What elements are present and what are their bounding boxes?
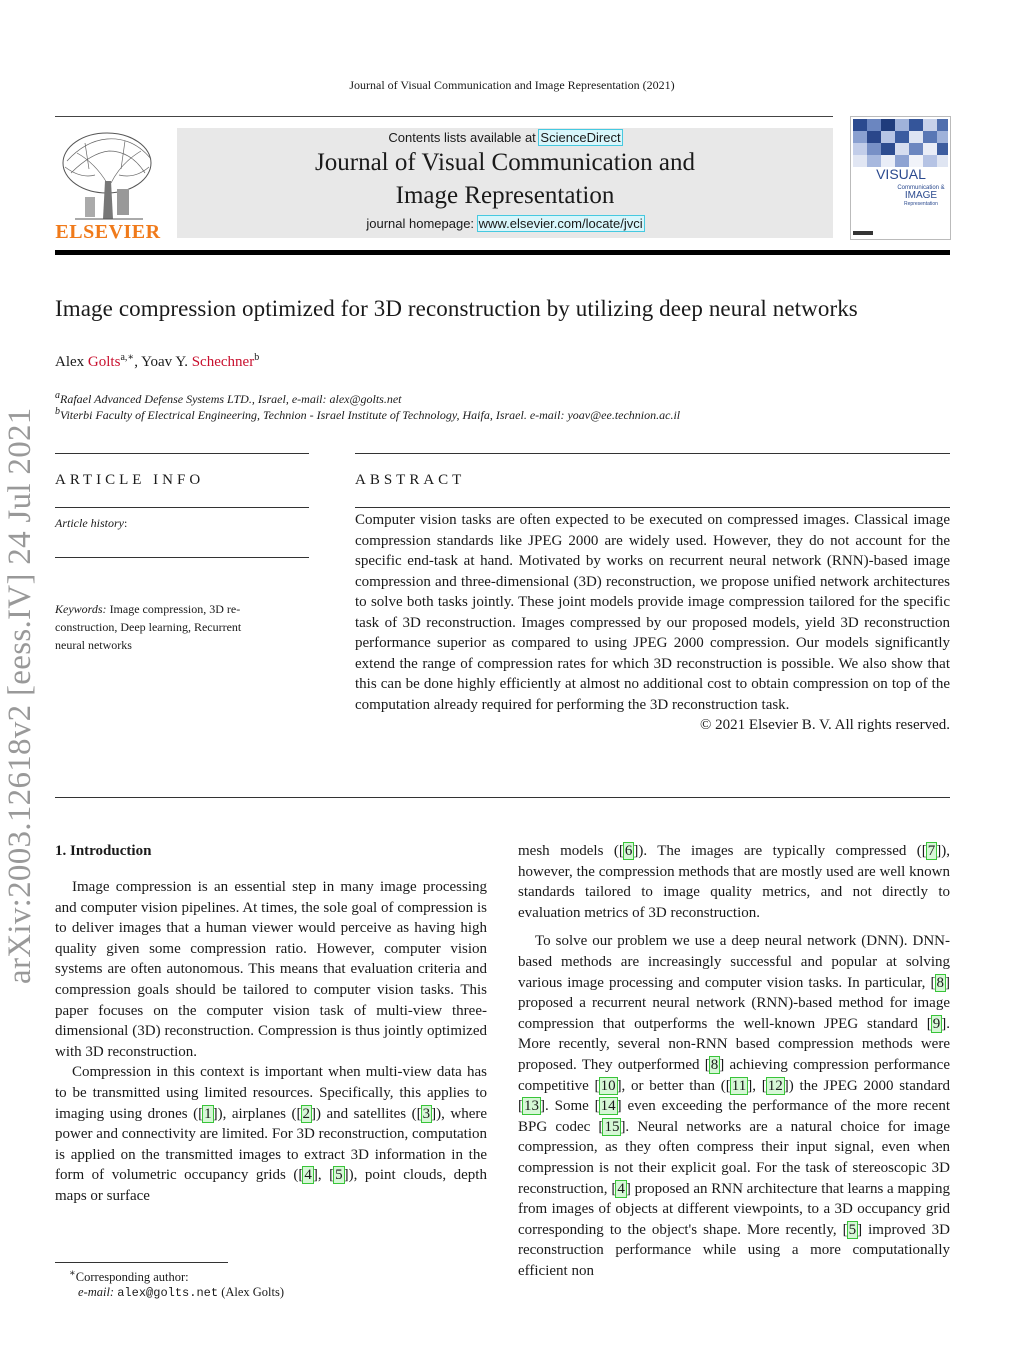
journal-reference: Journal of Visual Communication and Image Representation (2021) (349, 78, 675, 92)
intro-heading: 1. Introduction (55, 843, 152, 859)
authors-line (55, 352, 259, 371)
citation-link[interactable]: 8 (710, 1056, 719, 1073)
cover-title: VISUAL (876, 166, 926, 182)
p2-text-f: ]), point clouds, depth maps or surface (55, 1167, 487, 1204)
citation-link[interactable]: 1 (204, 1105, 212, 1122)
history-label: Article history (55, 516, 124, 530)
citation-link[interactable]: 6 (624, 843, 633, 859)
article-info-heading: ARTICLE INFO (55, 472, 205, 488)
homepage-line (177, 216, 833, 231)
r1-text-a: mesh models ([ (518, 843, 624, 859)
homepage-link[interactable]: www.elsevier.com/locate/jvci (478, 216, 643, 231)
article-history (55, 514, 127, 532)
citation-link[interactable]: 8 (936, 974, 944, 991)
keywords-label: Keywords: (55, 602, 107, 616)
affiliation-b (55, 406, 680, 423)
r2-text-h: ]. Some [ (540, 1098, 600, 1115)
citation-link[interactable]: 4 (304, 1167, 312, 1184)
abstract-top-rule (355, 453, 950, 454)
author1-sup: a,∗ (120, 352, 135, 363)
footnote-email (78, 1285, 284, 1300)
r2-text-f: ], [ (747, 1077, 767, 1094)
journal-banner (177, 128, 833, 238)
r2-text-e: ], or better than ([ (616, 1077, 731, 1094)
abstract-text: Computer vision tasks are often expected to be executed on compressed images. Classical image compression standards like JPEG 2000 are widely used. However, they do not account for the specific end-task at hand. Motivated by works on recurrent neural network (RNN)-based image compression and three-dimensional (3D) reconstruction, we propose unified network architectures to solve both tasks jointly. These joint models provide image compression tailored for the specific task of 3D reconstruction. Images compressed by our proposed models, yield 3D reconstruction performance superior as compared to using JPEG 2000 compression. Our models significantly extend the range of compression rates for which 3D reconstruction is possible. We also show that this can be done highly efficiently at almost no additional cost to obtain compression on top of the computation already required for performing the 3D reconstruction task. (355, 512, 950, 713)
r2-text-c: ]. More recently, several non-RNN based compression methods were proposed. They outperformed [ (518, 1015, 950, 1073)
cover-subtitle-1: Communication & (897, 185, 945, 191)
keywords-text-1: Image compression, 3D re- (106, 602, 241, 616)
intro-paragraph-2 (55, 1062, 487, 1206)
info-mid-rule (55, 507, 309, 508)
r2-text-a: To solve our problem we use a deep neural network (DNN). DNN-based methods are increasingly successful and popular at solving various image processing and computer vision tasks. In particular, [ (518, 933, 950, 991)
r2-text-k: ] proposed an RNN architecture that learns a mapping from images of objects at different viewpoints, to a 3D occupancy grid corresponding to the object's shape. More recently, [ (518, 1180, 950, 1238)
footnote-author (55, 1268, 189, 1285)
keywords-text-3: neural networks (55, 638, 132, 652)
r2-text-l: ] improved 3D reconstruction performance while using a more computationally efficient non (518, 1221, 950, 1279)
right-column (518, 841, 950, 1281)
intro-paragraph-1: Image compression is an essential step in many image processing and computer vision pipelines. At times, the sole goal of compression is to deliver images that a human viewer would perceive as having high quality given some compression ratio. However, computer vision systems are often autonomous. This means that evaluation criteria and compression goals should be tailored to computer vision tasks. This paper focuses on the computer vision task of multi-view three-dimensional (3D) reconstruction. Compression is thus jointly optimized with 3D reconstruction. (55, 879, 487, 1060)
abstract-heading: ABSTRACT (355, 472, 466, 488)
abstract-bottom-rule (55, 797, 950, 798)
r1-text-b: ]). The images are typically compressed ([ (633, 843, 927, 859)
journal-title-line2: Image Representation (395, 182, 615, 209)
affiliation-a (55, 390, 402, 407)
footnote-email-link[interactable]: alex@golts.net (117, 1286, 219, 1300)
cover-mosaic-icon (851, 117, 950, 239)
r2-text-i: ] even exceeding the performance of the more recent BPG codec [ (518, 1098, 950, 1135)
abstract-mid-rule (355, 507, 950, 508)
cover-subtitle-3: Representation (904, 201, 938, 207)
history-colon: : (124, 516, 128, 530)
info-lower-rule (55, 557, 309, 558)
citation-link[interactable]: 15 (604, 1118, 620, 1135)
footnote-name: (Alex Golts) (218, 1285, 285, 1299)
p2-text-a: Compression in this context is important when multi-view data has to be transmitted using limited resources. Specifically, this applies to imaging using drones ([ (55, 1064, 487, 1122)
p2-text-b: ]), airplanes ([ (212, 1105, 302, 1122)
author1-first: Alex (55, 354, 88, 370)
citation-link[interactable]: 5 (848, 1221, 857, 1238)
journal-title-line1: Journal of Visual Communication and (315, 149, 695, 176)
citation-link[interactable]: 2 (302, 1105, 311, 1122)
homepage-prefix: journal homepage: (366, 216, 478, 231)
keywords-text-2: construction, Deep learning, Recurrent (55, 620, 242, 634)
r2-text-b: ] proposed a recurrent neural network (RNN)-based method for image compression that outperforms the well-known JPEG standard [ (518, 974, 950, 1032)
p2-text-c: ]) and satellites ([ (311, 1105, 422, 1122)
publisher-name: ELSEVIER (55, 221, 161, 243)
citation-link[interactable]: 7 (927, 843, 936, 859)
affil-a-text: Rafael Advanced Defense Systems LTD., Israel, e-mail: alex@golts.net (60, 392, 402, 406)
intro-paragraph-3 (518, 931, 950, 1281)
header-rule (55, 116, 833, 117)
cover-subtitle-2: IMAGE (904, 190, 938, 201)
journal-cover (850, 116, 951, 240)
affil-b-text: Viterbi Faculty of Electrical Engineering, Technion - Israel Institute of Technology, Haifa, Israel. e-mail: yoav@ee.technion.ac.il (60, 408, 681, 422)
affil-a-sup: a (55, 390, 60, 401)
author2-link[interactable]: Schechner (191, 354, 255, 370)
p2-text-d: ]), where power and connectivity are limited. For 3D reconstruction, computation is applied on the transmitted images to extract 3D information in the form of volumetric occupancy grids ([ (55, 1105, 488, 1184)
footnote-rule (55, 1262, 228, 1263)
copyright-notice: © 2021 Elsevier B. V. All rights reserved. (700, 717, 950, 733)
arxiv-stamp: arXiv:2003.12618v2 [eess.IV] 24 Jul 2021 (2, 407, 38, 984)
left-column (55, 877, 487, 1207)
footnote-mark: ∗ (69, 1268, 76, 1279)
elsevier-logo (55, 123, 161, 241)
contents-line (177, 130, 833, 145)
author2-sup: b (254, 352, 260, 363)
citation-link[interactable]: 11 (731, 1077, 747, 1094)
author-separator: , Yoav Y. (134, 354, 192, 370)
citation-link[interactable]: 5 (335, 1167, 343, 1184)
citation-link[interactable]: 14 (600, 1098, 616, 1115)
keywords (55, 600, 281, 654)
citation-link[interactable]: 9 (932, 1015, 941, 1032)
citation-link[interactable]: 13 (524, 1098, 539, 1115)
paper-title: Image compression optimized for 3D reconstruction by utilizing deep neural networks (55, 296, 858, 321)
footnote-label: Corresponding author: (75, 1270, 189, 1285)
abstract-body (355, 510, 950, 736)
keywords-line-1 (55, 600, 281, 618)
intro-paragraph-2-cont (518, 841, 950, 923)
contents-prefix: Contents lists available at (388, 130, 540, 145)
r2-text-d: ] achieving compression performance competitive [ (518, 1056, 950, 1094)
citation-link[interactable]: 10 (600, 1077, 616, 1094)
r1-text-c: ]), however, the compression methods that are mostly used are well known standards tailored to image quality metrics, and not directly to evaluation metrics of 3D reconstruction. (518, 843, 951, 921)
info-top-rule (55, 453, 309, 454)
header-thick-rule (55, 250, 950, 255)
citation-link[interactable]: 4 (617, 1180, 625, 1197)
citation-link[interactable]: 12 (767, 1077, 783, 1094)
citation-link[interactable]: 3 (422, 1105, 431, 1122)
sciencedirect-link[interactable]: ScienceDirect (540, 130, 621, 145)
affil-b-sup: b (55, 406, 60, 417)
p2-text-e: ], [ (312, 1167, 335, 1184)
r2-text-g: ]) the JPEG 2000 standard [ (518, 1077, 951, 1115)
footnote-email-label: e-mail: (78, 1285, 118, 1299)
r2-text-j: ]. Neural networks are a natural choice for image compression, as they often compress their input signal, even when compression is not their explicit goal. For the task of stereoscopic 3D reconstruction, [ (518, 1118, 950, 1197)
author1-link[interactable]: Golts (87, 354, 121, 370)
